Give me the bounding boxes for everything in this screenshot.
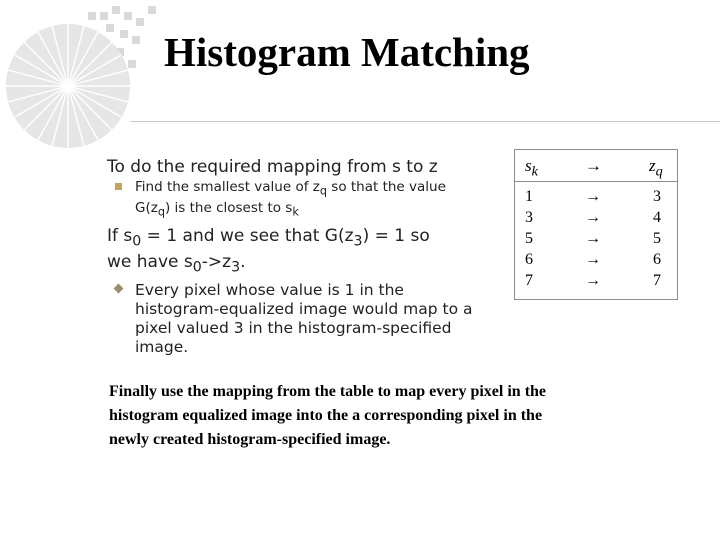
content-block	[107, 157, 487, 361]
cell-arrow: →	[585, 188, 601, 205]
cell-s: 3	[525, 209, 533, 226]
table-header-divider	[515, 181, 677, 182]
example-paragraph: If $s_0 = 1$ and we see that $G(z_3) = 1$ so we have $s_0->z_3$.	[107, 226, 430, 276]
cell-z: 5	[653, 230, 661, 247]
cell-s: 6	[525, 251, 533, 268]
summary-text: Finally use the mapping from the table to map every pixel in the histogram equalized image into the a corresponding pixel in the newly created histogram-specified image.	[109, 383, 547, 448]
cell-z: 3	[653, 188, 661, 205]
cell-s: 5	[525, 230, 533, 247]
square-bullet-icon	[115, 183, 122, 190]
cell-z: 7	[653, 272, 661, 289]
bullet-every-pixel: Every pixel whose value is 1 in the histogram-equalized image would map to a pixel valued 3 in the histogram-specified image.	[107, 281, 487, 357]
header-arrow: →	[585, 156, 602, 175]
diamond-bullet-icon	[114, 284, 124, 294]
mapping-heading: To do the required mapping from s to z	[107, 157, 438, 177]
cell-arrow: →	[585, 209, 601, 226]
cell-arrow: →	[585, 272, 601, 289]
cell-s: 1	[525, 188, 533, 205]
mapping-table	[514, 149, 678, 300]
cell-z: 6	[653, 251, 661, 268]
cell-arrow: →	[585, 230, 601, 247]
title-divider	[130, 121, 720, 122]
cell-arrow: →	[585, 251, 601, 268]
bullet-find-smallest: Find the smallest value of $z_q$ so that the value $G(z_q)$ is the closest to $s_k$	[107, 179, 487, 220]
header-zq: $z_q$	[649, 156, 663, 180]
header-sk: $s_k$	[525, 156, 538, 180]
decorative-starburst	[0, 0, 170, 170]
cell-z: 4	[653, 209, 661, 226]
cell-s: 7	[525, 272, 533, 289]
slide-title: Histogram Matching	[164, 29, 530, 75]
